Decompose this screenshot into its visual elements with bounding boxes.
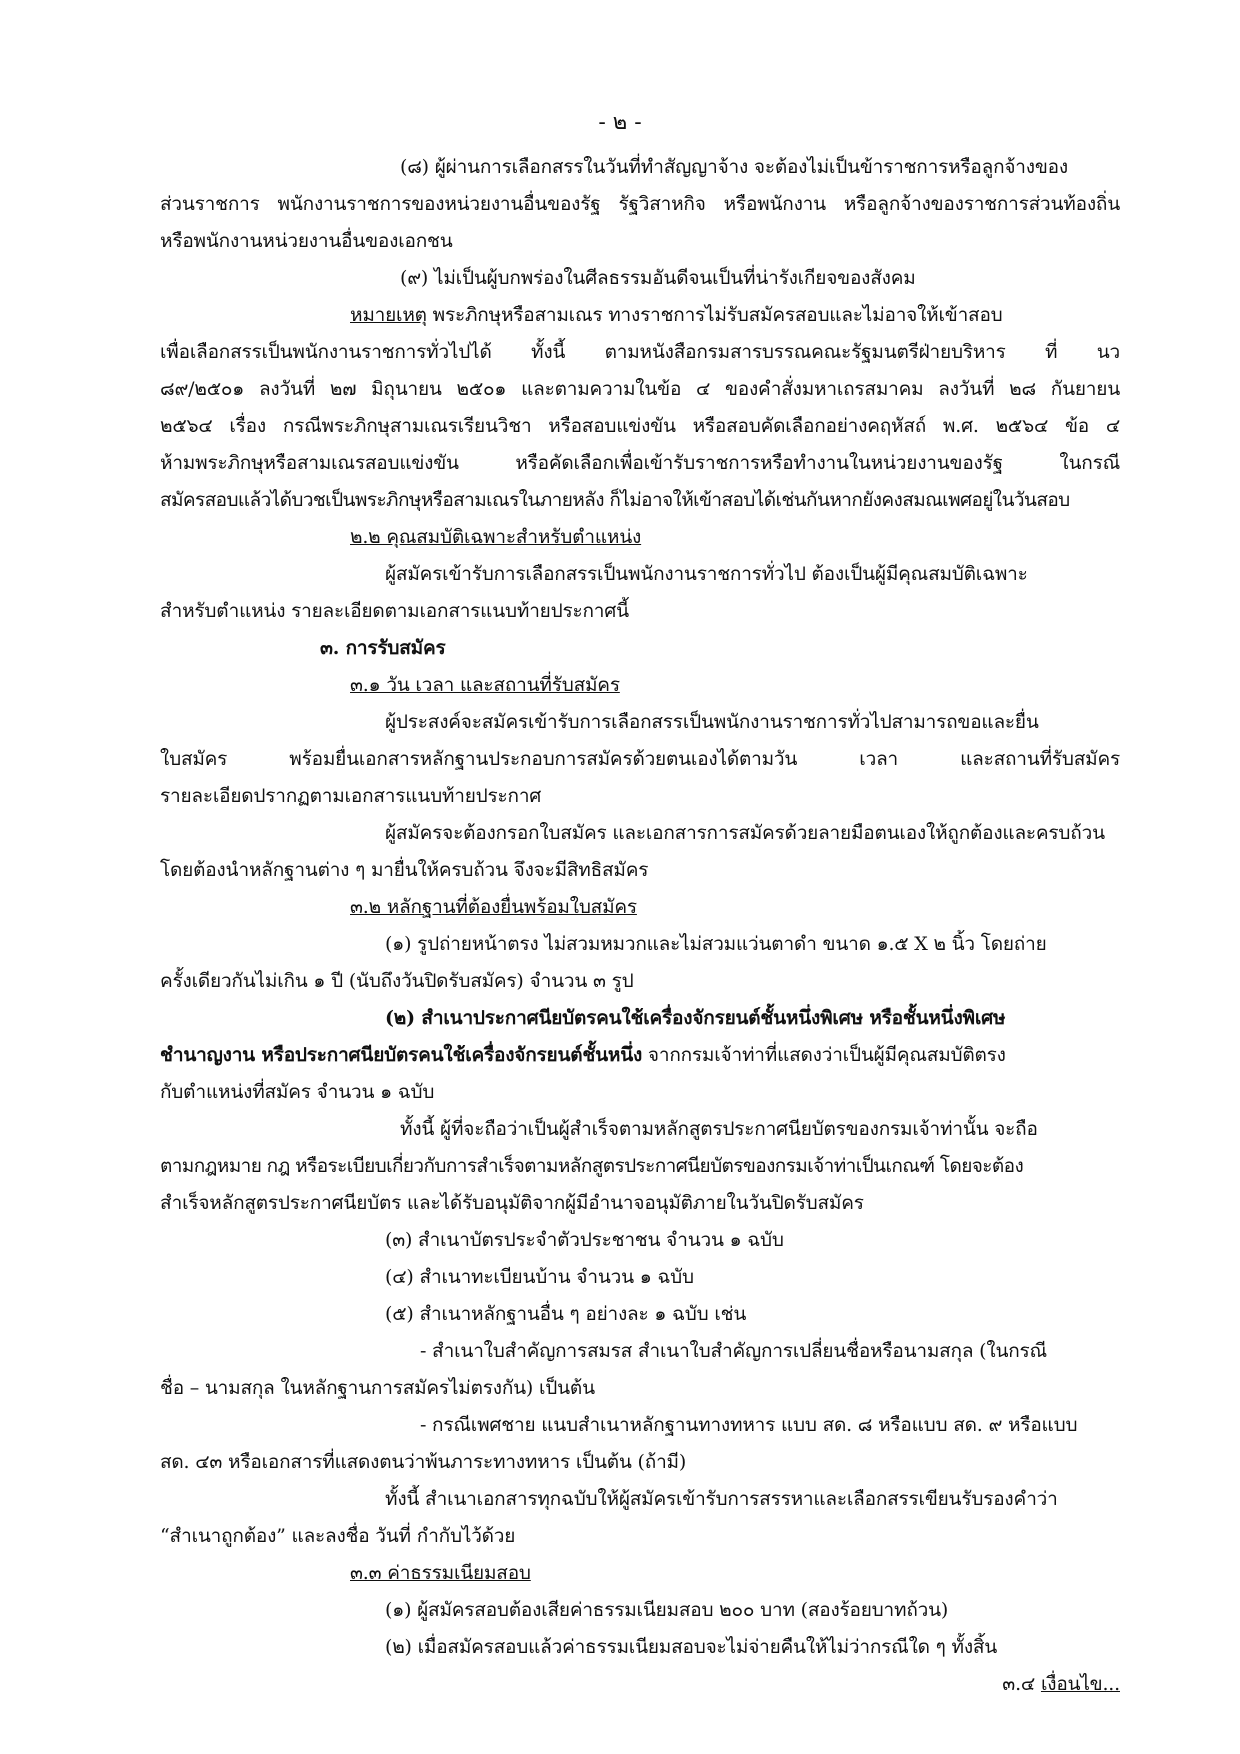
note-line-1 bbox=[350, 300, 1003, 330]
section-3-2-item-2-line-2 bbox=[160, 1040, 1120, 1070]
section-2-2-line-1: ผู้สมัครเข้ารับการเลือกสรรเป็นพนักงานราชการทั่วไป ต้องเป็นผู้มีคุณสมบัติเฉพาะ bbox=[385, 563, 1028, 585]
note-line-6: สมัครสอบแล้วได้บวชเป็นพระภิกษุหรือสามเณรในภายหลัง ก็ไม่อาจให้เข้าสอบได้เช่นกันหากยังคงสมณเพศอยู่ในวันสอบ bbox=[160, 489, 1070, 511]
item-9: (๙) ไม่เป็นผู้บกพร่องในศีลธรรมอันดีจนเป็นที่น่ารังเกียจของสังคม bbox=[400, 267, 916, 289]
item-8-line-1: (๘) ผู้ผ่านการเลือกสรรในวันที่ทำสัญญาจ้าง จะต้องไม่เป็นข้าราชการหรือลูกจ้างของ bbox=[400, 156, 1068, 178]
item-2-bold-text: ชำนาญงาน หรือประกาศนียบัตรคนใช้เครื่องจักรยนต์ชั้นหนึ่ง bbox=[160, 1044, 643, 1066]
section-3-2-doc-1-line-2: ชื่อ – นามสกุล ในหลักฐานการสมัครไม่ตรงกัน) เป็นต้น bbox=[160, 1377, 595, 1399]
page-number: - ๒ - bbox=[598, 110, 642, 135]
note-text: พระภิกษุหรือสามเณร ทางราชการไม่รับสมัครสอบและไม่อาจให้เข้าสอบ bbox=[426, 304, 1003, 326]
section-3-1-heading: ๓.๑ วัน เวลา และสถานที่รับสมัคร bbox=[350, 674, 620, 696]
continued-marker bbox=[1002, 1669, 1120, 1699]
section-3-1-p1-line-2: ใบสมัคร พร้อมยื่นเอกสารหลักฐานประกอบการสมัครด้วยตนเองได้ตามวัน เวลา และสถานที่รับสมัคร bbox=[160, 748, 1120, 770]
section-3-2-item-1-line-1: (๑) รูปถ่ายหน้าตรง ไม่สวมหมวกและไม่สวมแว่นตาดำ ขนาด ๑.๕ X ๒ นิ้ว โดยถ่าย bbox=[385, 933, 1047, 955]
note-label: หมายเหตุ bbox=[350, 304, 427, 326]
section-3-2-note-1-line-3: สำเร็จหลักสูตรประกาศนียบัตร และได้รับอนุมัติจากผู้มีอำนาจอนุมัติภายในวันปิดรับสมัคร bbox=[160, 1192, 864, 1214]
next-section-label: เงื่อนไข... bbox=[1040, 1673, 1120, 1695]
section-3-1-p1-line-1: ผู้ประสงค์จะสมัครเข้ารับการเลือกสรรเป็นพนักงานราชการทั่วไปสามารถขอและยื่น bbox=[385, 711, 1039, 733]
note-line-3: ๘๙/๒๕๐๑ ลงวันที่ ๒๗ มิถุนายน ๒๕๐๑ และตามความในข้อ ๔ ของคำสั่งมหาเถรสมาคม ลงวันที่ ๒๘ กันยายน bbox=[160, 378, 1120, 400]
section-3-1-p2-line-1: ผู้สมัครจะต้องกรอกใบสมัคร และเอกสารการสมัครด้วยลายมือตนเองให้ถูกต้องและครบถ้วน bbox=[385, 822, 1105, 844]
section-3-2-item-2-line-1: (๒) สำเนาประกาศนียบัตรคนใช้เครื่องจักรยนต์ชั้นหนึ่งพิเศษ หรือชั้นหนึ่งพิเศษ bbox=[385, 1007, 1006, 1029]
section-3-2-item-3: (๓) สำเนาบัตรประจำตัวประชาชน จำนวน ๑ ฉบับ bbox=[385, 1229, 784, 1251]
section-3-2-doc-2-line-2: สด. ๔๓ หรือเอกสารที่แสดงตนว่าพ้นภาระทางทหาร เป็นต้น (ถ้ามี) bbox=[160, 1451, 687, 1473]
section-3-1-p2-line-2: โดยต้องนำหลักฐานต่าง ๆ มายื่นให้ครบถ้วน จึงจะมีสิทธิสมัคร bbox=[160, 859, 649, 881]
item-8-line-3: หรือพนักงานหน่วยงานอื่นของเอกชน bbox=[160, 230, 453, 252]
note-line-4: ๒๕๖๔ เรื่อง กรณีพระภิกษุสามเณรเรียนวิชา หรือสอบแข่งขัน หรือสอบคัดเลือกอย่างคฤหัสถ์ พ.ศ. ๒๕๖๔ ข้อ ๔ bbox=[160, 415, 1120, 437]
section-3-2-note-2-line-2: “สำเนาถูกต้อง” และลงชื่อ วันที่ กำกับไว้ด้วย bbox=[160, 1525, 516, 1547]
section-3-2-note-1-line-1: ทั้งนี้ ผู้ที่จะถือว่าเป็นผู้สำเร็จตามหลักสูตรประกาศนียบัตรของกรมเจ้าท่านั้น จะถือ bbox=[400, 1118, 1038, 1140]
section-3-1-p1-line-3: รายละเอียดปรากฏตามเอกสารแนบท้ายประกาศ bbox=[160, 785, 542, 807]
section-3-2-item-1-line-2: ครั้งเดียวกันไม่เกิน ๑ ปี (นับถึงวันปิดรับสมัคร) จำนวน ๓ รูป bbox=[160, 970, 634, 992]
item-8-line-2: ส่วนราชการ พนักงานราชการของหน่วยงานอื่นของรัฐ รัฐวิสาหกิจ หรือพนักงาน หรือลูกจ้างของราชการส่วนท้องถิ่น bbox=[160, 193, 1120, 215]
section-3-2-heading: ๓.๒ หลักฐานที่ต้องยื่นพร้อมใบสมัคร bbox=[350, 896, 637, 918]
note-line-2: เพื่อเลือกสรรเป็นพนักงานราชการทั่วไปได้ ทั้งนี้ ตามหนังสือกรมสารบรรณคณะรัฐมนตรีฝ่ายบริหาร ที่ นว bbox=[160, 341, 1120, 363]
section-3-3-item-1: (๑) ผู้สมัครสอบต้องเสียค่าธรรมเนียมสอบ ๒๐๐ บาท (สองร้อยบาทถ้วน) bbox=[385, 1599, 949, 1621]
section-3-2-item-2-line-3: กับตำแหน่งที่สมัคร จำนวน ๑ ฉบับ bbox=[160, 1081, 435, 1103]
section-3-2-doc-2-line-1: - กรณีเพศชาย แนบสำเนาหลักฐานทางทหาร แบบ สด. ๘ หรือแบบ สด. ๙ หรือแบบ bbox=[420, 1414, 1078, 1436]
note-line-5: ห้ามพระภิกษุหรือสามเณรสอบแข่งขัน หรือคัดเลือกเพื่อเข้ารับราชการหรือทำงานในหน่วยงานของรัฐ ในกรณี bbox=[160, 452, 1120, 474]
section-2-2-line-2: สำหรับตำแหน่ง รายละเอียดตามเอกสารแนบท้ายประกาศนี้ bbox=[160, 600, 629, 622]
section-3-2-item-5: (๕) สำเนาหลักฐานอื่น ๆ อย่างละ ๑ ฉบับ เช่น bbox=[385, 1303, 747, 1325]
section-3-heading: ๓. การรับสมัคร bbox=[320, 637, 446, 659]
section-3-2-note-2-line-1: ทั้งนี้ สำเนาเอกสารทุกฉบับให้ผู้สมัครเข้ารับการสรรหาและเลือกสรรเขียนรับรองคำว่า bbox=[385, 1488, 1058, 1510]
section-3-3-item-2: (๒) เมื่อสมัครสอบแล้วค่าธรรมเนียมสอบจะไม่จ่ายคืนให้ไม่ว่ากรณีใด ๆ ทั้งสิ้น bbox=[385, 1636, 998, 1658]
section-3-2-item-4: (๔) สำเนาทะเบียนบ้าน จำนวน ๑ ฉบับ bbox=[385, 1266, 694, 1288]
section-3-3-heading: ๓.๓ ค่าธรรมเนียมสอบ bbox=[350, 1562, 531, 1584]
section-3-2-note-1-line-2: ตามกฎหมาย กฎ หรือระเบียบเกี่ยวกับการสำเร็จตามหลักสูตรประกาศนียบัตรของกรมเจ้าท่าเป็นเกณฑ์ โดยจะต้อง bbox=[160, 1155, 1024, 1177]
section-3-2-doc-1-line-1: - สำเนาใบสำคัญการสมรส สำเนาใบสำคัญการเปลี่ยนชื่อหรือนามสกุล (ในกรณี bbox=[420, 1340, 1047, 1362]
section-2-2-heading: ๒.๒ คุณสมบัติเฉพาะสำหรับตำแหน่ง bbox=[350, 526, 642, 548]
item-2-text: จากกรมเจ้าท่าที่แสดงว่าเป็นผู้มีคุณสมบัติตรง bbox=[642, 1044, 1006, 1066]
next-section-number: ๓.๔ bbox=[1002, 1673, 1041, 1695]
